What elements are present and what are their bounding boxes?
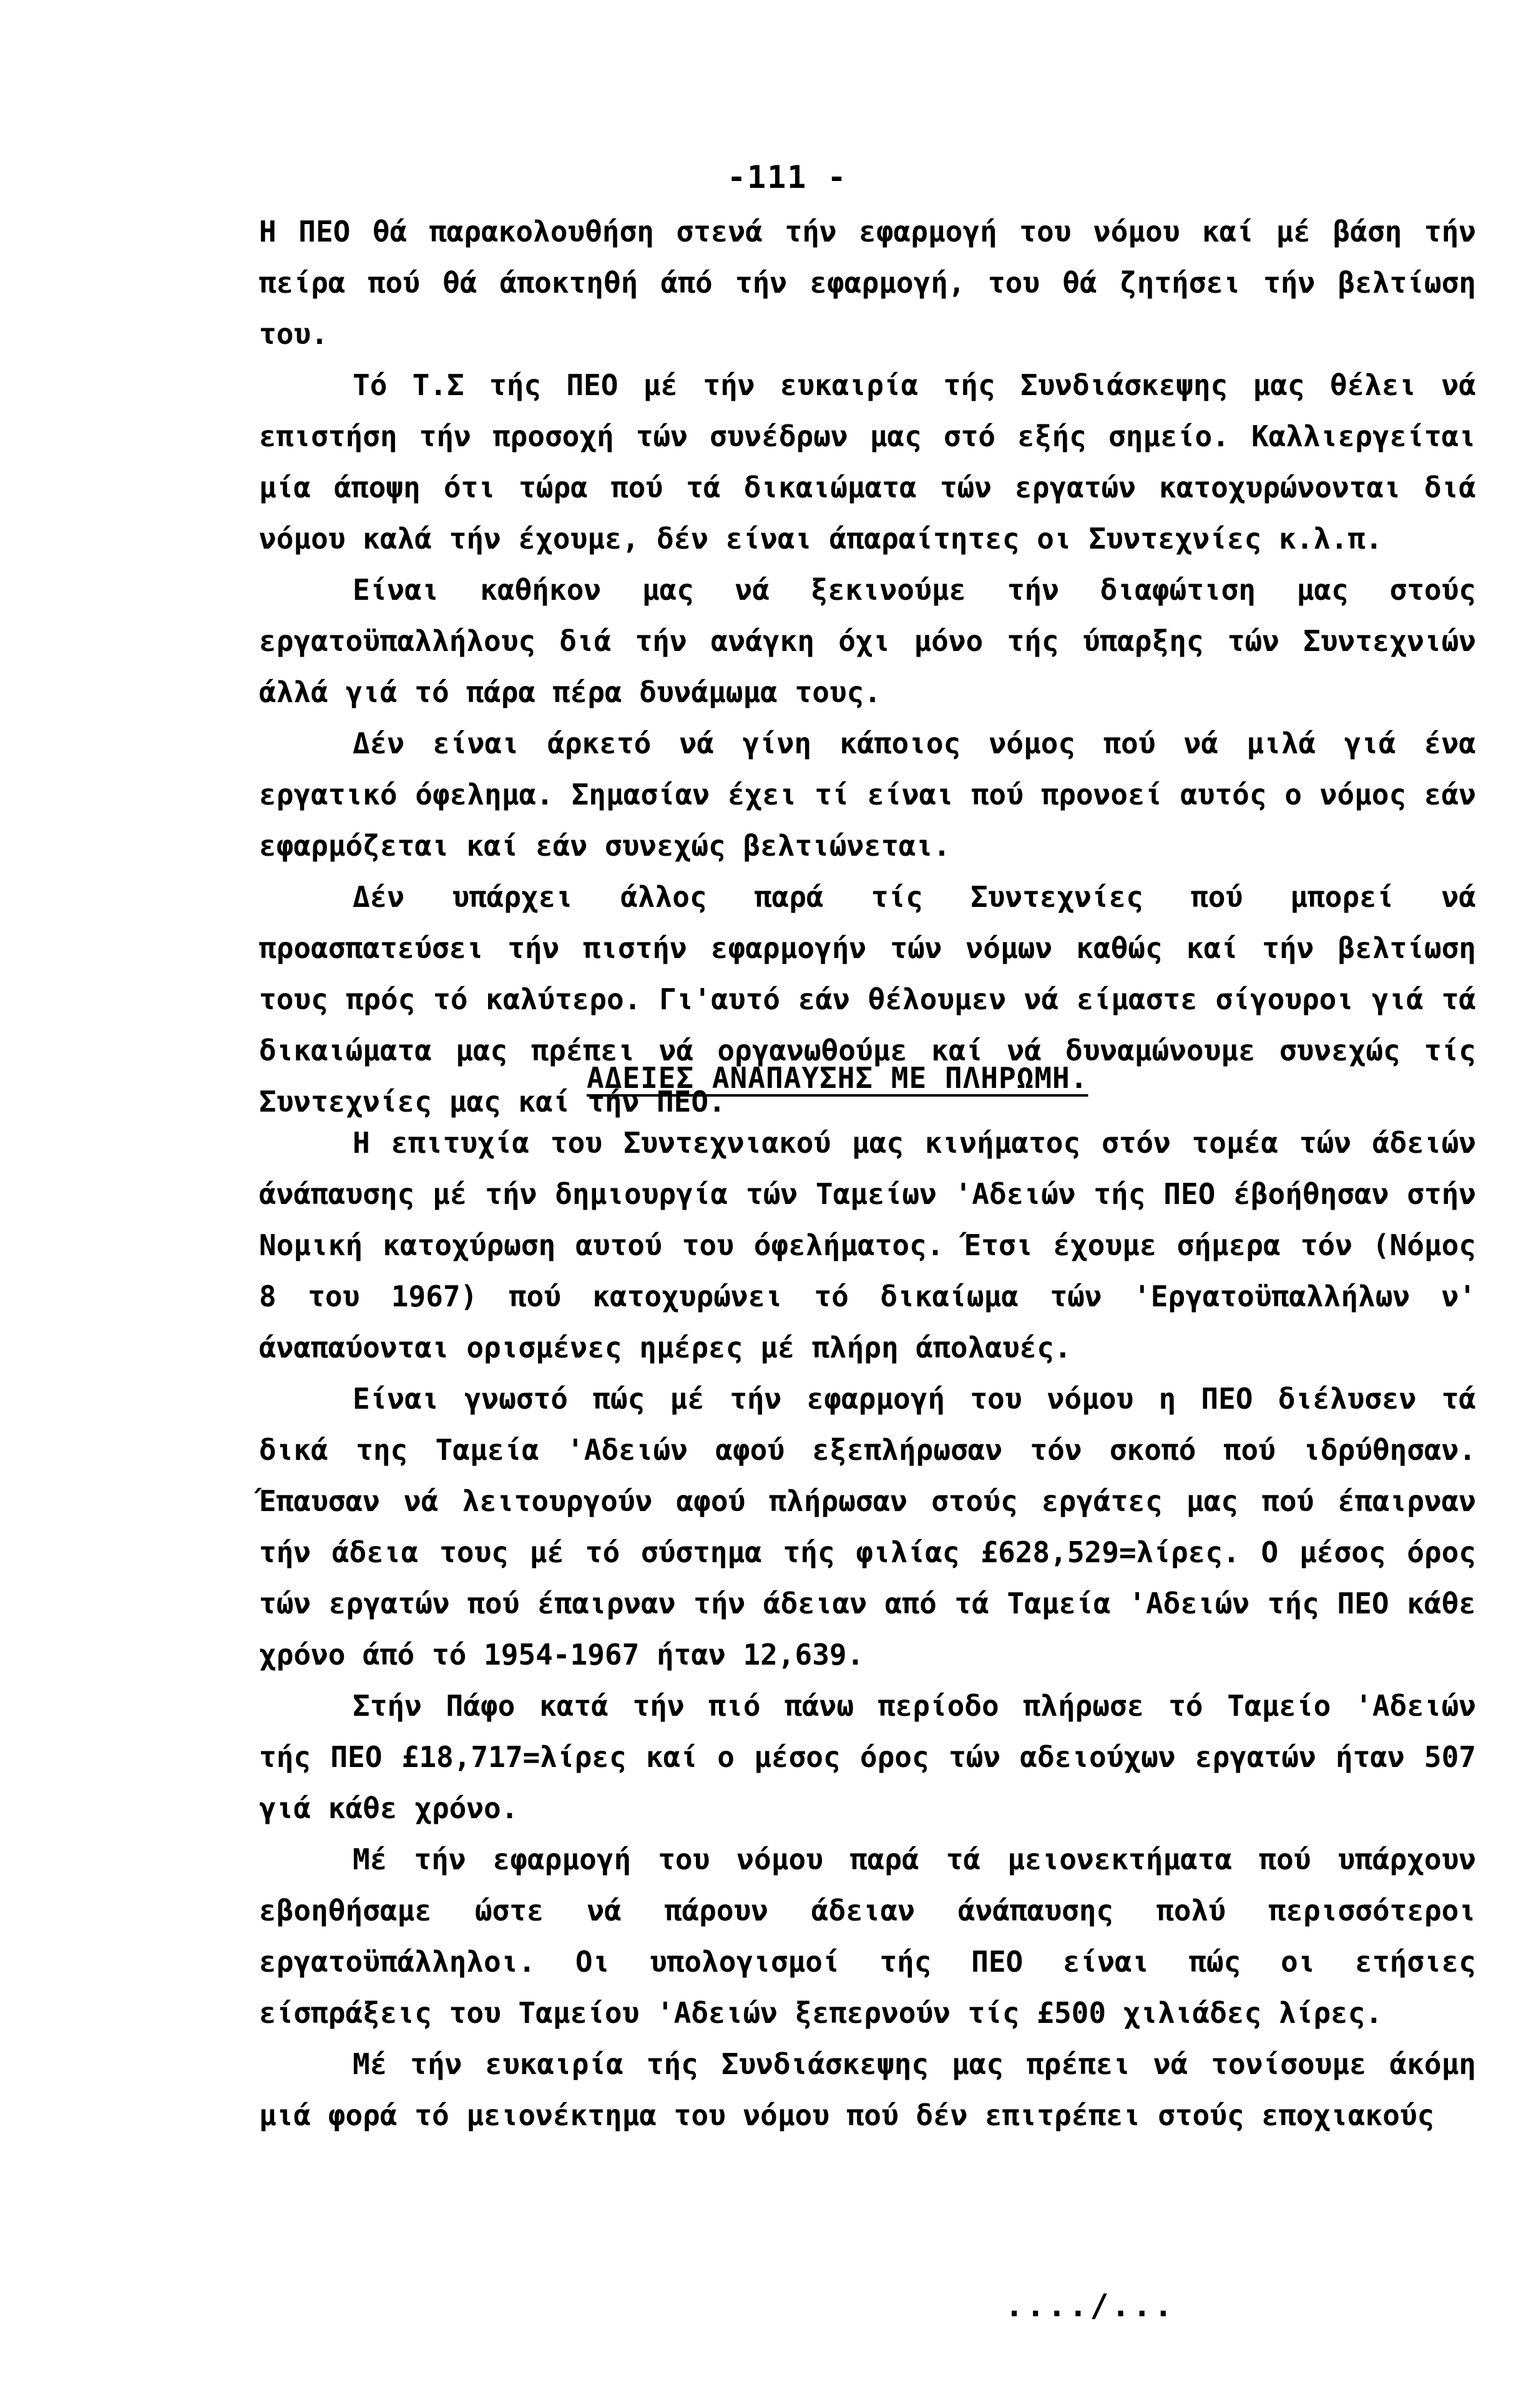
paragraph: Τό Τ.Σ τής ΠΕΟ μέ τήν ευκαιρία τής Συνδιάσκεψης μας θέλει νά επιστήση τήν προσοχή τών συνέδρων μας στό εξής σημείο. Καλλιεργείται μία άποψη ότι τώρα πού τά δικαιώματα τών εργατών κατοχυρώνονται διά νόμου καλά τήν έχουμε, δέν είναι άπαραίτητες οι Συντεχνίες κ.λ.π.	[259, 368, 1476, 556]
section-1-text	[259, 206, 1476, 1127]
paragraph: Δέν υπάρχει άλλος παρά τίς Συντεχνίες πού μπορεί νά προασπατεύσει τήν πιστήν εφαρμογήν τών νόμων καθώς καί τήν βελτίωση τους πρός τό καλύτερο. Γι'αυτό εάν θέλουμεν νά είμαστε σίγουροι γιά τά δικαιώματα μας πρέπει νά οργανωθούμε καί νά δυναμώνουμε συνεχώς τίς Συντεχνίες μας καί τήν ΠΕΟ.	[259, 880, 1476, 1118]
paragraph: Μέ τήν εφαρμογή του νόμου παρά τά μειονεκτήματα πού υπάρχουν εβοηθήσαμε ώστε νά πάρουν άδειαν άνάπαυσης πολύ περισσότεροι εργατοϋπάλληλοι. Οι υπολογισμοί τής ΠΕΟ είναι πώς οι ετήσιες είσπράξεις του Ταμείου 'Αδειών ξεπερνούν τίς £500 χιλιάδες λίρες.	[259, 1843, 1476, 2030]
section-2-text	[259, 1117, 1476, 2141]
paragraph: Η επιτυχία του Συντεχνιακού μας κινήματος στόν τομέα τών άδειών άνάπαυσης μέ τήν δημιουργία τών Ταμείων 'Αδειών τής ΠΕΟ έβοήθησαν στήν Νομική κατοχύρωση αυτού του όφελήματος. Έτσι έχουμε σήμερα τόν (Νόμος 8 του 1967) πού κατοχυρώνει τό δικαίωμα τών 'Εργατοϋπαλλήλων ν' άναπαύονται ορισμένες ημέρες μέ πλήρη άπολαυές.	[259, 1126, 1476, 1364]
paragraph: Η ΠΕΟ θά παρακολουθήση στενά τήν εφαρμογή του νόμου καί μέ βάση τήν πείρα πού θά άποκτηθή άπό τήν εφαρμογή, του θά ζητήσει τήν βελτίωση του.	[259, 215, 1476, 351]
paragraph: Είναι γνωστό πώς μέ τήν εφαρμογή του νόμου η ΠΕΟ διέλυσεν τά δικά της Ταμεία 'Αδειών αφού εξεπλήρωσαν τόν σκοπό πού ιδρύθησαν. Έπαυσαν νά λειτουργούν αφού πλήρωσαν στούς εργάτες μας πού έπαιρναν τήν άδεια τους μέ τό σύστημα τής φιλίας £628,529=λίρες. Ο μέσος όρος τών εργατών πού έπαιρναν τήν άδειαν από τά Ταμεία 'Αδειών τής ΠΕΟ κάθε χρόνο άπό τό 1954-1967 ήταν 12,639.	[259, 1382, 1476, 1671]
continuation-mark: ..../...	[1005, 2288, 1175, 2324]
paragraph: Μέ τήν ευκαιρία τής Συνδιάσκεψης μας πρέπει νά τονίσουμε άκόμη μιά φορά τό μειονέκτημα του νόμου πού δέν επιτρέπει στούς εποχιακούς	[259, 2047, 1476, 2132]
paragraph: Δέν είναι άρκετό νά γίνη κάποιος νόμος πού νά μιλά γιά ένα εργατικό όφελημα. Σημασίαν έχει τί είναι πού προνοεί αυτός ο νόμος εάν εφαρμόζεται καί εάν συνεχώς βελτιώνεται.	[259, 727, 1476, 863]
section-heading: ΑΔΕΙΕΣ ΑΝΑΠΑΥΣΗΣ ΜΕ ΠΛΗΡΩΜΗ.	[587, 1061, 1088, 1095]
paragraph: Είναι καθήκον μας νά ξεκινούμε τήν διαφώτιση μας στούς εργατοϋπαλλήλους διά τήν ανάγκη όχι μόνο τής ύπαρξης τών Συντεχνιών άλλά γιά τό πάρα πέρα δυνάμωμα τους.	[259, 573, 1476, 709]
page-number: -111 -	[727, 159, 848, 195]
paragraph: Στήν Πάφο κατά τήν πιό πάνω περίοδο πλήρωσε τό Ταμείο 'Αδειών τής ΠΕΟ £18,717=λίρες καί ο μέσος όρος τών αδειούχων εργατών ήταν 507 γιά κάθε χρόνο.	[259, 1689, 1476, 1825]
